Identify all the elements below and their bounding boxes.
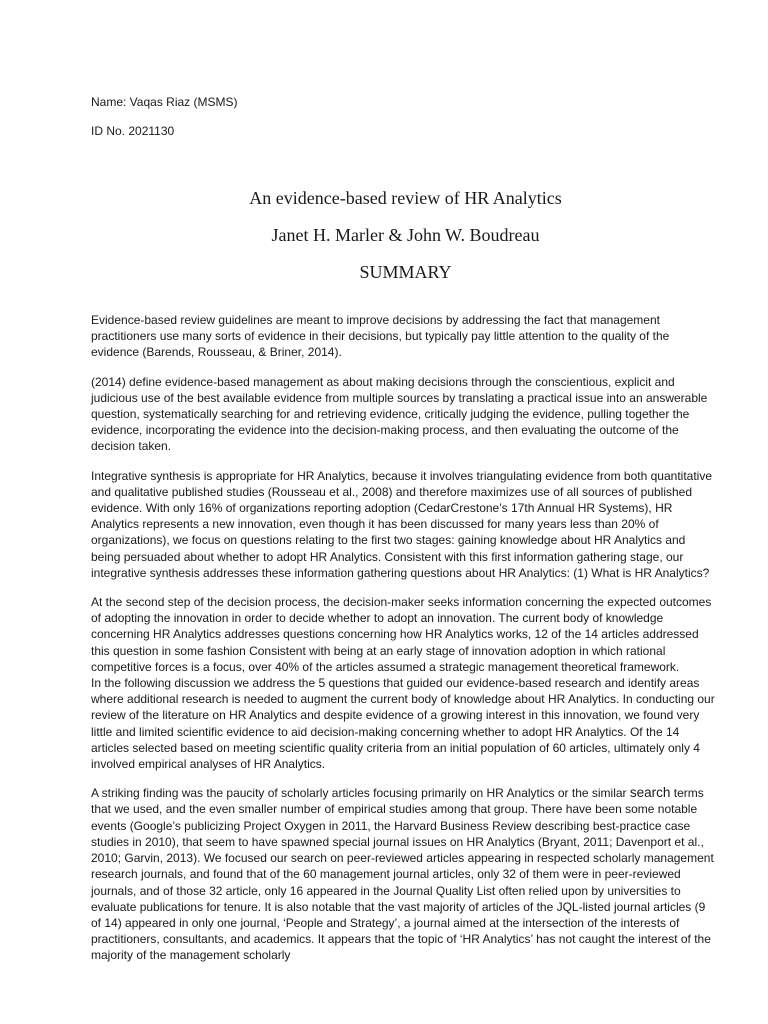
document-title: An evidence-based review of HR Analytics xyxy=(249,188,562,208)
paper-authors: Janet H. Marler & John W. Boudreau xyxy=(271,225,540,245)
title-block xyxy=(91,187,716,283)
paragraph-4: At the second step of the decision process, the decision-maker seeks information concerning the expected outcomes of adopting the innovation in order to decide whether to adopt an innovation. The current body of knowledge concerning HR Analytics addresses questions concerning how HR Analytics works, 12 of the 14 articles addressed this question in some fashion Consistent with being at an early stage of innovation adoption in which rational competitive forces is a focus, over 40% of the articles assumed a strategic management theoretical framework. xyxy=(91,595,712,674)
search-term: search xyxy=(629,785,671,801)
paragraph-1: Evidence-based review guidelines are meant to improve decisions by addressing the fact that management practitioners use many sorts of evidence in their decisions, but typically pay little attention to the quality of the evidence (Barends, Rousseau, & Briner, 2014). xyxy=(91,313,670,360)
student-id-line: ID No. 2021130 xyxy=(91,124,175,138)
paragraph-2: (2014) define evidence-based management as about making decisions through the conscientious, explicit and judicious use of the best available evidence from multiple sources by translating a practical issue into an answerable question, systematically searching for and retrieving evidence, critically judging the evidence, pulling together the evidence, incorporating the evidence into the decision-making process, and then evaluating the outcome of the decision taken. xyxy=(91,374,708,454)
paragraph-6 xyxy=(91,785,716,963)
author-name-line: Name: Vaqas Riaz (MSMS) xyxy=(91,95,238,109)
paragraph-3: Integrative synthesis is appropriate for HR Analytics, because it involves triangulating evidence from both quantitative and qualitative published studies (Rousseau et al., 2008) and therefore maximizes use of all sources of published evidence. With only 16% of organizations reporting adoption (CedarCrestone’s 17th Annual HR Systems), HR Analytics represents a new innovation, even though it has been discussed for many years less than 20% of organizations), we focus on questions relating to the first two stages: gaining knowledge about HR Analytics and being persuaded about whether to adopt HR Analytics. Consistent with this first information gathering stage, our integrative synthesis addresses these information gathering questions about HR Analytics: (1) What is HR Analytics? xyxy=(91,468,712,580)
paragraph-6-rest: terms that we used, and the even smaller number of empirical studies among that group. There have been some notable events (Google’s publicizing Project Oxygen in 2011, the Harvard Business Review describing best-practice case studies in 2010), that seem to have spawned special journal issues on HR Analytics (Bryant, 2011; Davenport et al., 2010; Garvin, 2013). We focused our search on peer-reviewed articles appearing in respected scholarly management research journals, and found that of the 60 management journal articles, only 32 of them were in peer-reviewed journals, and of those 32 article, only 16 appeared in the Journal Quality List often relied upon by universities to evaluate publications for tenure. It is also notable that the vast majority of articles of the JQL-listed journal articles (9 of 14) appeared in only one journal, ‘People and Strategy’, a journal aimed at the intersection of the interests of practitioners, consultants, and academics. It appears that the topic of ‘HR Analytics’ has not caught the interest of the majority of the management scholarly xyxy=(91,786,714,963)
paragraph-5: In the following discussion we address the 5 questions that guided our evidence-based research and identify areas where additional research is needed to augment the current body of knowledge about HR Analytics. In conducting our review of the literature on HR Analytics and despite evidence of a growing interest in this innovation, we found very little and limited scientific evidence to aid decision-making concerning whether to adopt HR Analytics. Of the 14 articles selected based on meeting scientific quality criteria from an initial population of 60 articles, ultimately only 4 involved empirical analyses of HR Analytics. xyxy=(91,676,715,772)
section-heading-summary: SUMMARY xyxy=(359,262,452,282)
paragraph-6-start: A striking finding was the paucity of scholarly articles focusing primarily on HR Analytics or the similar xyxy=(91,786,630,801)
